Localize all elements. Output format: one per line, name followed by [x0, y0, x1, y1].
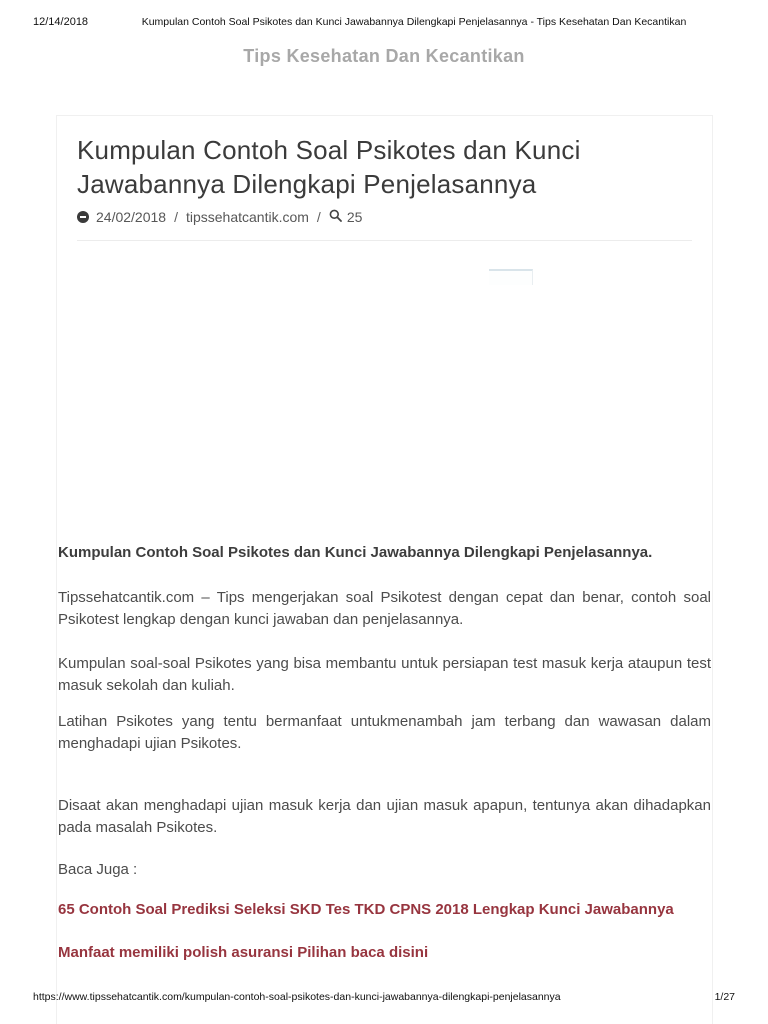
- article-meta: [77, 206, 692, 228]
- paragraph: Latihan Psikotes yang tentu bermanfaat untukmenambah jam terbang dan wawasan dalam menghadapi ujian Psikotes.: [58, 713, 711, 752]
- print-date: 12/14/2018: [33, 16, 89, 28]
- ad-placeholder: [489, 269, 533, 285]
- views-count: 25: [346, 209, 363, 225]
- print-page-number: 1/27: [714, 991, 735, 1003]
- article-title: Kumpulan Contoh Soal Psikotes dan Kunci Jawabannya Dilengkapi Penjelasannya: [77, 135, 581, 199]
- magnifier-icon: [329, 209, 342, 225]
- meta-separator: /: [174, 209, 178, 225]
- related-link-asuransi[interactable]: Manfaat memiliki polish asuransi Pilihan baca disini: [58, 944, 429, 961]
- lead-paragraph: Kumpulan Contoh Soal Psikotes dan Kunci Jawabannya Dilengkapi Penjelasannya.: [58, 544, 653, 561]
- article-card: [56, 115, 713, 1024]
- site-title-link[interactable]: Tips Kesehatan Dan Kecantikan: [243, 46, 525, 66]
- paragraph: Disaat akan menghadapi ujian masuk kerja dan ujian masuk apapun, tentunya akan dihadapkan pada masalah Psikotes.: [58, 797, 711, 836]
- publish-date: 24/02/2018: [96, 209, 167, 225]
- print-document-title: Kumpulan Contoh Soal Psikotes dan Kunci Jawabannya Dilengkapi Penjelasannya - Tips Kesehatan Dan Kecantikan: [141, 16, 687, 28]
- header-divider: [77, 240, 692, 241]
- baca-juga-label: Baca Juga :: [58, 861, 138, 878]
- paragraph: Kumpulan soal-soal Psikotes yang bisa membantu untuk persiapan test masuk kerja ataupun test masuk sekolah dan kuliah.: [58, 655, 711, 694]
- print-url: https://www.tipssehatcantik.com/kumpulan-contoh-soal-psikotes-dan-kunci-jawabannya-dilengkapi-penjelasannya: [33, 991, 561, 1003]
- author-link[interactable]: tipssehatcantik.com: [185, 209, 309, 225]
- meta-separator: /: [316, 209, 321, 225]
- related-link-cpns[interactable]: 65 Contoh Soal Prediksi Seleksi SKD Tes TKD CPNS 2018 Lengkap Kunci Jawabannya: [58, 901, 674, 918]
- article-header: [57, 116, 712, 241]
- paragraph: Tipssehatcantik.com – Tips mengerjakan soal Psikotest dengan cepat dan benar, contoh soal Psikotest lengkap dengan kunci jawaban dan penjelasannya.: [58, 589, 711, 628]
- article-body: [57, 269, 712, 964]
- circle-minus-icon: [77, 211, 89, 223]
